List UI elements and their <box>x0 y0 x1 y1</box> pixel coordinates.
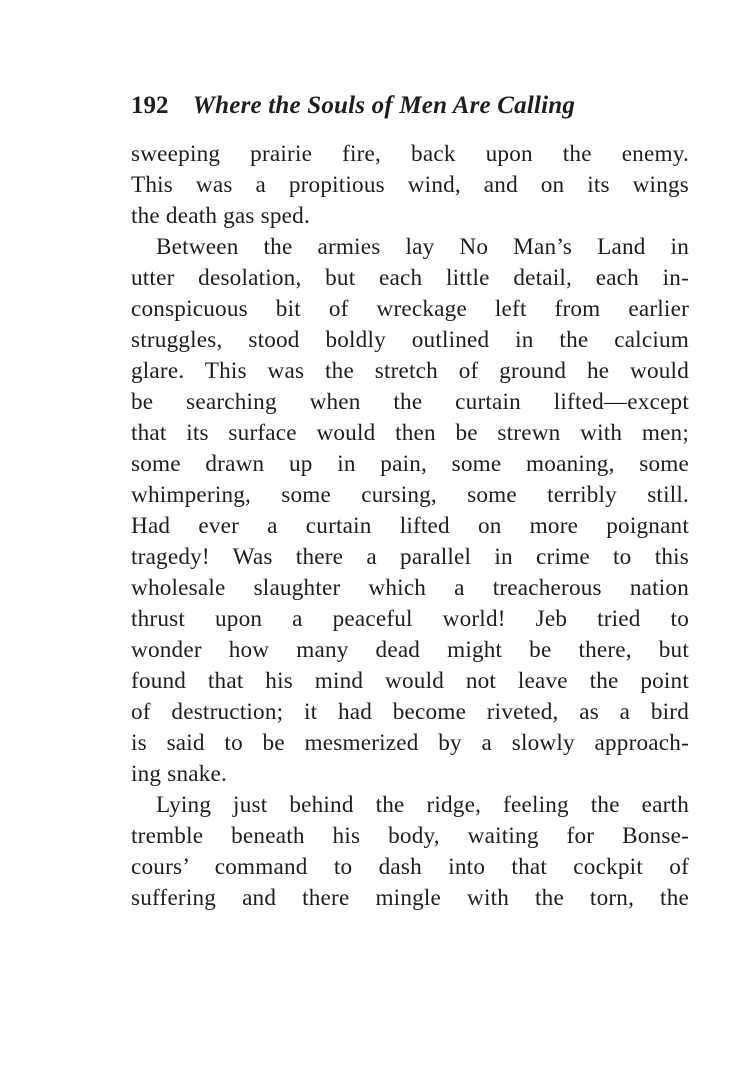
text-line: utter desolation, but each little detail, each in- <box>131 265 689 291</box>
page-number: 192 <box>131 92 169 119</box>
text-line: some drawn up in pain, some moaning, some <box>131 451 689 477</box>
text-line: that its surface would then be strewn with men; <box>131 420 689 446</box>
text-line: Had ever a curtain lifted on more poignant <box>131 513 689 539</box>
text-line: suffering and there mingle with the torn, the <box>131 885 689 911</box>
text-line: This was a propitious wind, and on its wings <box>131 172 689 198</box>
text-line: be searching when the curtain lifted—except <box>131 389 689 415</box>
text-line: tragedy! Was there a parallel in crime to this <box>131 544 689 570</box>
text-line: cours’ command to dash into that cockpit of <box>131 854 689 880</box>
paragraph-start-line: Lying just behind the ridge, feeling the earth <box>156 792 689 818</box>
body-text <box>131 139 689 914</box>
text-line: whimpering, some cursing, some terribly still. <box>131 482 689 508</box>
text-line: found that his mind would not leave the point <box>131 668 689 694</box>
book-title: Where the Souls of Men Are Calling <box>192 92 576 119</box>
text-line: ing snake. <box>131 761 228 787</box>
running-head <box>131 88 691 124</box>
text-line: wholesale slaughter which a treacherous nation <box>131 575 689 601</box>
text-line: thrust upon a peaceful world! Jeb tried to <box>131 606 689 632</box>
text-line: conspicuous bit of wreckage left from earlier <box>131 296 689 322</box>
text-line: the death gas sped. <box>131 203 310 229</box>
text-line: tremble beneath his body, waiting for Bonse- <box>131 823 689 849</box>
paragraph-start-line: Between the armies lay No Man’s Land in <box>156 234 689 260</box>
text-line: is said to be mesmerized by a slowly approach- <box>131 730 689 756</box>
text-line: glare. This was the stretch of ground he would <box>131 358 689 384</box>
text-line: of destruction; it had become riveted, as a bird <box>131 699 689 725</box>
text-line: struggles, stood boldly outlined in the calcium <box>131 327 689 353</box>
text-line: sweeping prairie fire, back upon the enemy. <box>131 141 689 167</box>
text-line: wonder how many dead might be there, but <box>131 637 689 663</box>
